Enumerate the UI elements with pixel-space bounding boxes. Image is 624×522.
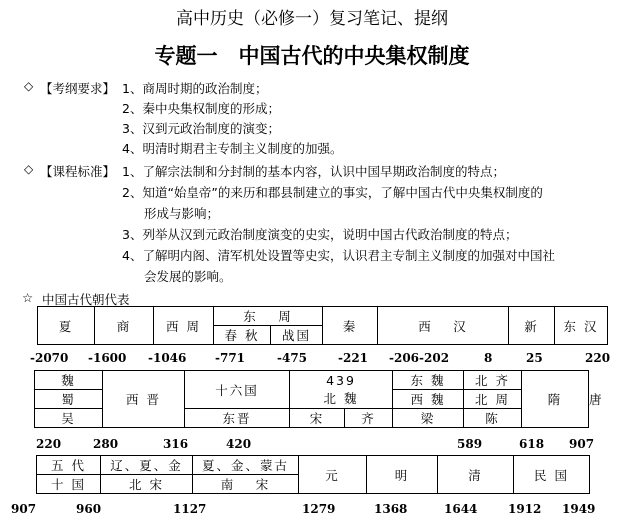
requirement-item: 1、商周时期的政治制度； bbox=[122, 81, 268, 96]
dynasty-beiqi: 北 齐 bbox=[464, 371, 522, 390]
year-label: 960 bbox=[76, 502, 102, 516]
dynasty-song: 宋 bbox=[290, 409, 345, 428]
dynasty-wu: 吴 bbox=[35, 409, 103, 428]
year-label: -475 bbox=[277, 351, 308, 365]
dynasty-minguo: 民 国 bbox=[514, 456, 590, 494]
year-439: 439 bbox=[326, 372, 356, 388]
standard-item: 形成与影响； bbox=[144, 206, 220, 221]
year-label: 1644 bbox=[444, 502, 478, 516]
standard-item: 3、列举从汉到元政治制度演变的史实，说明中国古代政治制度的特点； bbox=[122, 227, 518, 242]
year-label: -221 bbox=[338, 351, 369, 365]
dynasty-qin: 秦 bbox=[323, 307, 378, 345]
year-label: -2070 bbox=[30, 351, 69, 365]
dynasty-shang: 商 bbox=[95, 307, 154, 345]
year-label: 1279 bbox=[302, 502, 336, 516]
dynasty-nansong: 南 宋 bbox=[193, 475, 299, 494]
standard-item: 1、了解宗法制和分封制的基本内容，认识中国早期政治制度的特点； bbox=[122, 164, 505, 179]
dynasty-donghan: 东 汉 bbox=[555, 307, 608, 345]
year-label: 1127 bbox=[173, 502, 207, 516]
year-label: 316 bbox=[163, 437, 189, 451]
requirements-label: 【考纲要求】 bbox=[40, 81, 116, 96]
dynasty-liaoxiajin: 辽、夏、金 bbox=[101, 456, 193, 475]
dynasty-table-2: 魏 西 晋 十六国 439 北 魏 东 魏 北 齐 隋 唐 蜀 西 魏 北 周 吴 东晋 宋 齐 梁 陈 bbox=[34, 370, 589, 428]
dynasty-beizhou: 北 周 bbox=[464, 390, 522, 409]
dynasty-ming: 明 bbox=[367, 456, 438, 494]
standard-item: 4、了解明内阁、清军机处设置等史实，认识君主专制主义制度的加强对中国社 bbox=[122, 248, 555, 263]
diamond-icon: ◇ bbox=[24, 79, 34, 93]
dynasty-table-title: 中国古代朝代表 bbox=[42, 292, 130, 307]
dynasty-dongjin: 东晋 bbox=[185, 409, 290, 428]
diamond-icon: ◇ bbox=[24, 162, 34, 176]
dynasty-sui: 隋 bbox=[522, 371, 589, 428]
year-label: 220 bbox=[36, 437, 62, 451]
dynasty-xia: 夏 bbox=[38, 307, 95, 345]
dynasty-qi: 齐 bbox=[345, 409, 393, 428]
year-label: -771 bbox=[215, 351, 246, 365]
year-label: -1046 bbox=[148, 351, 187, 365]
dynasty-table-1 bbox=[37, 306, 608, 345]
year-label: 420 bbox=[226, 437, 252, 451]
year-label: 618 bbox=[519, 437, 545, 451]
year-label: 589 bbox=[457, 437, 483, 451]
star-icon: ☆ bbox=[22, 290, 34, 305]
standards-label: 【课程标准】 bbox=[40, 164, 116, 179]
dynasty-xin: 新 bbox=[509, 307, 555, 345]
dynasty-chunqiu: 春 秋 bbox=[214, 326, 271, 345]
standard-item: 2、知道“始皇帝”的来历和郡县制建立的事实，了解中国古代中央集权制度的 bbox=[122, 185, 543, 200]
year-label: 25 bbox=[526, 351, 543, 365]
dynasty-xiwei: 西 魏 bbox=[393, 390, 464, 409]
year-label: 8 bbox=[484, 351, 493, 365]
dynasty-wei: 魏 bbox=[35, 371, 103, 390]
dynasty-table-3 bbox=[36, 455, 590, 494]
year-label: 1949 bbox=[562, 502, 596, 516]
dynasty-xiajinmenggu: 夏、金、蒙古 bbox=[193, 456, 299, 475]
dynasty-yuan: 元 bbox=[299, 456, 367, 494]
dynasty-chen: 陈 bbox=[464, 409, 522, 428]
dynasty-xijin: 西 晋 bbox=[103, 371, 185, 428]
dynasty-dongzhou: 东 周 bbox=[214, 307, 323, 326]
dynasty-beiwei-cell bbox=[290, 371, 393, 409]
dynasty-shiguo: 十 国 bbox=[37, 475, 101, 494]
dynasty-liang: 梁 bbox=[393, 409, 464, 428]
dynasty-wudai: 五 代 bbox=[37, 456, 101, 475]
dynasty-xihan: 西 汉 bbox=[378, 307, 509, 345]
year-label: 1368 bbox=[374, 502, 408, 516]
dynasty-beiwei: 北 魏 bbox=[323, 390, 359, 406]
dynasty-shu: 蜀 bbox=[35, 390, 103, 409]
year-label: -1600 bbox=[88, 351, 127, 365]
year-label: 220 bbox=[585, 351, 611, 365]
year-label: 907 bbox=[11, 502, 37, 516]
year-label: 280 bbox=[93, 437, 119, 451]
topic-title: 专题一 中国古代的中央集权制度 bbox=[154, 44, 470, 68]
dynasty-qing: 清 bbox=[438, 456, 514, 494]
requirement-item: 3、汉到元政治制度的演变； bbox=[122, 121, 280, 136]
requirement-item: 2、秦中央集权制度的形成； bbox=[122, 101, 280, 116]
dynasty-shiliuguo: 十六国 bbox=[185, 371, 290, 409]
year-label: 1912 bbox=[508, 502, 542, 516]
dynasty-zhanguo: 战国 bbox=[271, 326, 323, 345]
dynasty-xizhou: 西 周 bbox=[154, 307, 214, 345]
requirement-item: 4、明清时期君主专制主义制度的加强。 bbox=[122, 141, 343, 156]
year-label: -206-202 bbox=[389, 351, 450, 365]
dynasty-beisong: 北 宋 bbox=[101, 475, 193, 494]
standard-item: 会发展的影响。 bbox=[144, 269, 232, 284]
document-title: 高中历史（必修一）复习笔记、提纲 bbox=[176, 9, 448, 29]
dynasty-dongwei: 东 魏 bbox=[393, 371, 464, 390]
year-label: 907 bbox=[569, 437, 595, 451]
